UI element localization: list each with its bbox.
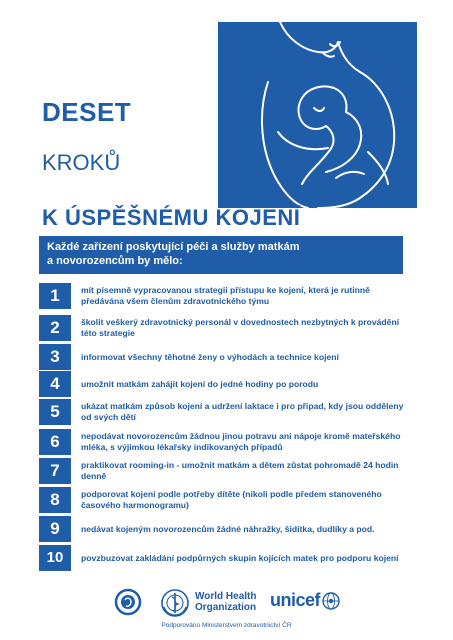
step-number: 5 xyxy=(39,399,71,425)
title-deset: DESET xyxy=(42,97,132,127)
step-text: nepodávat novorozencům žádnou jinou potravu ani nápoje kromě mateřského mléka, s výjimkou lékařsky indikovaných případů xyxy=(81,431,401,452)
step-number: 9 xyxy=(39,516,71,542)
step-text: nedávat kojeným novorozencům žádné náhražky, šidítka, dudlíky a pod. xyxy=(81,523,375,534)
step-text: praktikovat rooming-in - umožnit matkám a dětem zůstat pohromadě 24 hodin denně xyxy=(81,460,399,481)
unicef-wordmark: unicef xyxy=(270,590,321,610)
step-item xyxy=(39,487,409,513)
step-item xyxy=(39,399,409,425)
step-item xyxy=(39,545,409,571)
step-item xyxy=(39,283,409,309)
step-number: 4 xyxy=(39,371,71,397)
step-item xyxy=(39,516,409,542)
step-item xyxy=(39,344,409,370)
step-text: povzbuzovat zakládání podpůrných skupin kojících matek pro podporu kojení xyxy=(81,552,399,563)
step-text: informovat všechny těhotné ženy o výhodách a technice kojení xyxy=(81,351,339,362)
step-text: školit veškerý zdravotnický personál v dovednostech nezbytných k provádění této strategie xyxy=(81,317,400,338)
step-item xyxy=(39,371,409,397)
intro-line-1: Každé zařízení poskytující péči a služby matkám xyxy=(47,241,300,253)
step-text: mít písemně vypracovanou strategii přístupu ke kojení, která je rutinně předávána všem členům zdravotnického týmu xyxy=(81,285,370,306)
step-item xyxy=(39,429,409,455)
unicef-globe-icon xyxy=(322,592,340,610)
intro-line-2: a novorozencům by mělo: xyxy=(47,255,183,267)
who-line-2: Organization xyxy=(195,602,257,613)
step-item xyxy=(39,458,409,484)
footer-credit: Podporováno Ministerstvem zdravotnictví ČR xyxy=(161,622,292,629)
who-emblem-icon xyxy=(160,588,190,618)
step-number: 2 xyxy=(39,315,71,341)
mother-baby-icon xyxy=(218,22,417,208)
title-main: K ÚSPĚŠNÉMU KOJENÍ xyxy=(42,205,301,230)
title-kroku: KROKŮ xyxy=(42,150,121,175)
partner-logos xyxy=(0,584,453,620)
who-wordmark xyxy=(195,591,256,613)
step-number: 7 xyxy=(39,458,71,484)
step-text: umožnit matkám zahájit kojení do jedné hodiny po porodu xyxy=(81,378,319,389)
who-line-1: World Health xyxy=(195,591,257,602)
step-number: 6 xyxy=(39,429,71,455)
ring-logo-icon xyxy=(114,588,142,616)
step-item xyxy=(39,315,409,341)
step-number: 10 xyxy=(39,545,71,571)
mother-baby-illustration xyxy=(218,22,417,208)
step-number: 1 xyxy=(39,283,71,309)
step-number: 3 xyxy=(39,344,71,370)
intro-banner xyxy=(39,236,403,274)
step-text: ukázat matkám způsob kojení a udržení laktace i pro případ, kdy jsou odděleny od svých dětí xyxy=(81,401,404,422)
step-text: podporovat kojení podle potřeby dítěte (nikoli podle předem stanoveného časového harmonogramu) xyxy=(81,489,382,510)
step-number: 8 xyxy=(39,487,71,513)
